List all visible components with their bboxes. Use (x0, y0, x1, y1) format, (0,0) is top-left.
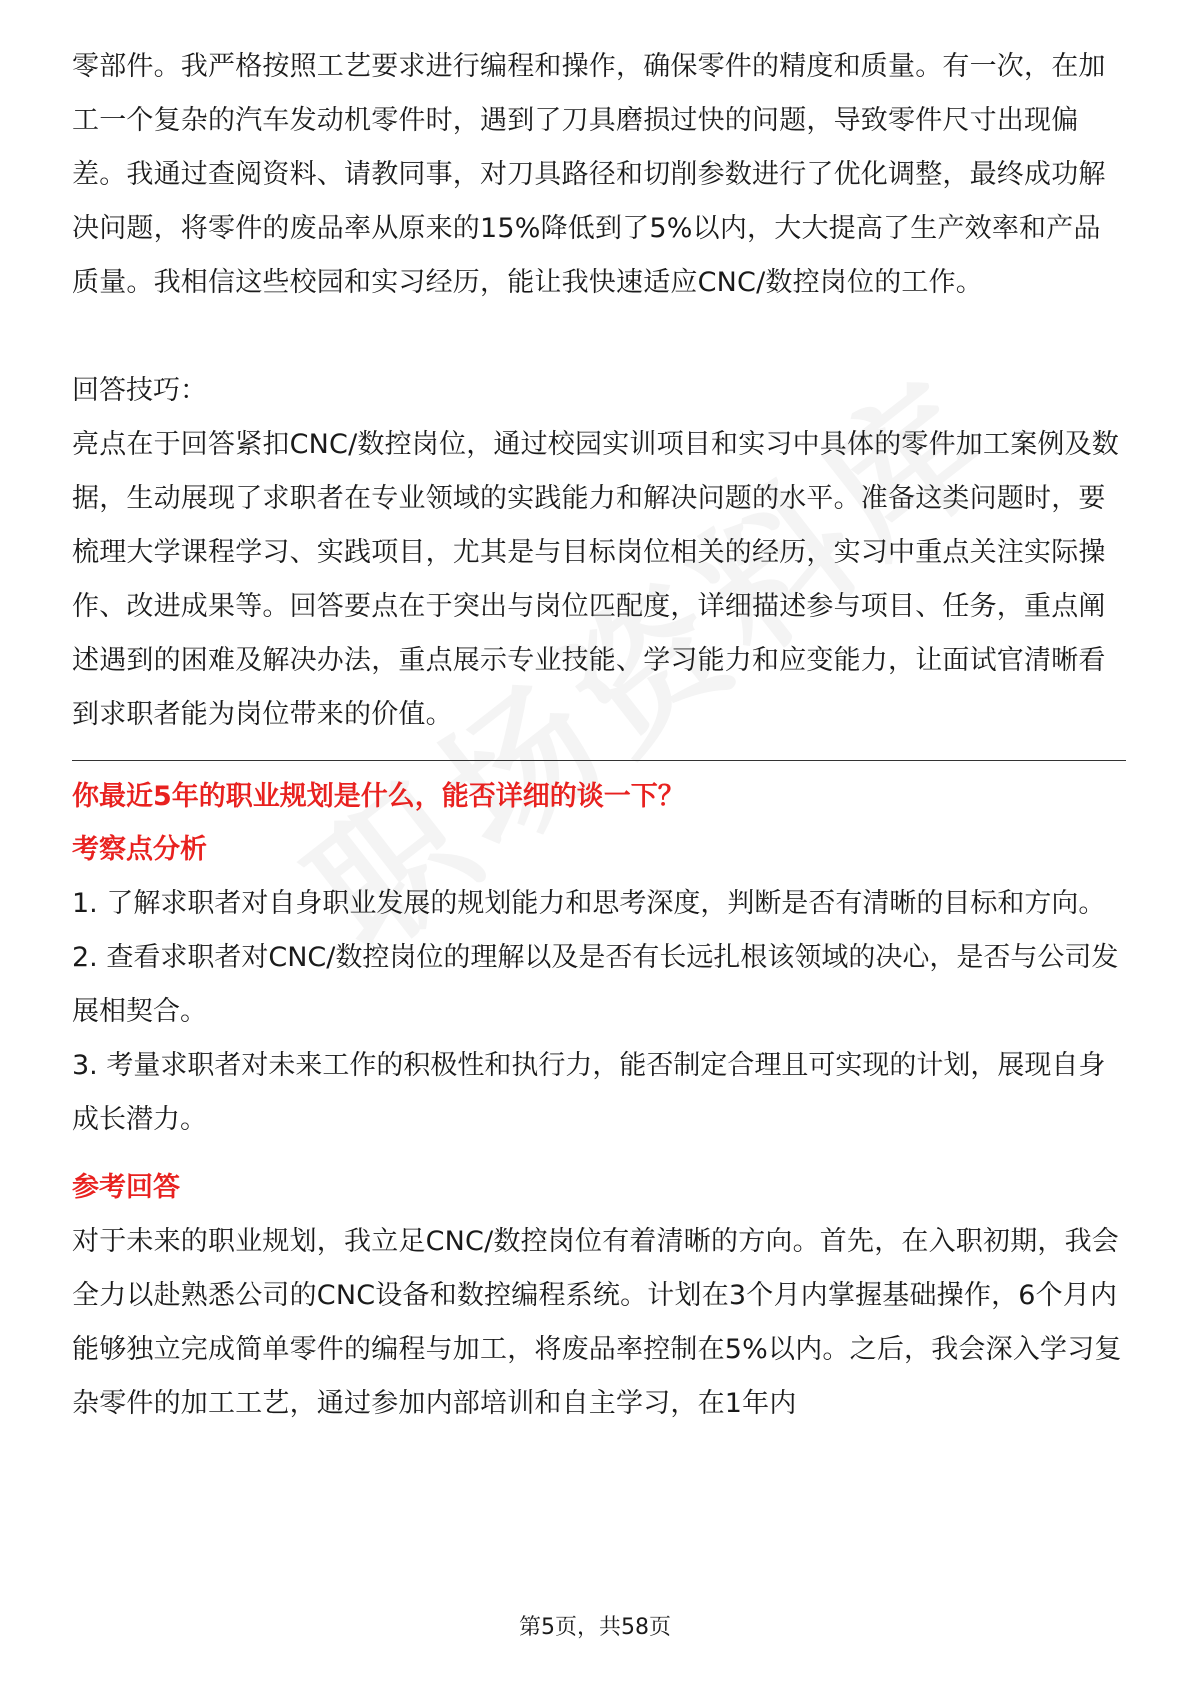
page-number-footer: 第5页，共58页 (519, 1615, 671, 1640)
analysis-item-2: 2. 查看求职者对CNC/数控岗位的理解以及是否有长远扎根该领域的决心，是否与公司发展相契合。 (72, 942, 1119, 1027)
section-divider (72, 760, 1126, 761)
intro-paragraph: 零部件。我严格按照工艺要求进行编程和操作，确保零件的精度和质量。有一次，在加工一个复杂的汽车发动机零件时，遇到了刀具磨损过快的问题，导致零件尺寸出现偏差。我通过查阅资料、请教同事，对刀具路径和切削参数进行了优化调整，最终成功解决问题，将零件的废品率从原来的15%降低到了5%以内，大大提高了生产效率和产品质量。我相信这些校园和实习经历，能让我快速适应CNC/数控岗位的工作。 (72, 51, 1106, 298)
analysis-item-1: 1. 了解求职者对自身职业发展的规划能力和思考深度，判断是否有清晰的目标和方向。 (72, 888, 1106, 919)
tips-paragraph: 亮点在于回答紧扣CNC/数控岗位，通过校园实训项目和实习中具体的零件加工案例及数据，生动展现了求职者在专业领域的实践能力和解决问题的水平。准备这类问题时，要梳理大学课程学习、实践项目，尤其是与目标岗位相关的经历，实习中重点关注实际操作、改进成果等。回答要点在于突出与岗位匹配度，详细描述参与项目、任务，重点阐述遇到的困难及解决办法，重点展示专业技能、学习能力和应变能力，让面试官清晰看到求职者能为岗位带来的价值。 (72, 429, 1119, 730)
analysis-item-3: 3. 考量求职者对未来工作的积极性和执行力，能否制定合理且可实现的计划，展现自身成长潜力。 (72, 1050, 1106, 1135)
spacer (72, 310, 1126, 364)
reference-paragraph: 对于未来的职业规划，我立足CNC/数控岗位有着清晰的方向。首先，在入职初期，我会全力以赴熟悉公司的CNC设备和数控编程系统。计划在3个月内掌握基础操作，6个月内能够独立完成简单零件的编程与加工，将废品率控制在5%以内。之后，我会深入学习复杂零件的加工工艺，通过参加内部培训和自主学习，在1年内 (72, 1226, 1122, 1419)
question-title: 你最近5年的职业规划是什么，能否详细的谈一下？ (72, 781, 685, 812)
analysis-heading: 考察点分析 (72, 834, 207, 865)
spacer (72, 1147, 1126, 1161)
document-page (72, 40, 1126, 1431)
reference-heading: 参考回答 (72, 1172, 180, 1203)
tips-label: 回答技巧： (72, 375, 207, 406)
